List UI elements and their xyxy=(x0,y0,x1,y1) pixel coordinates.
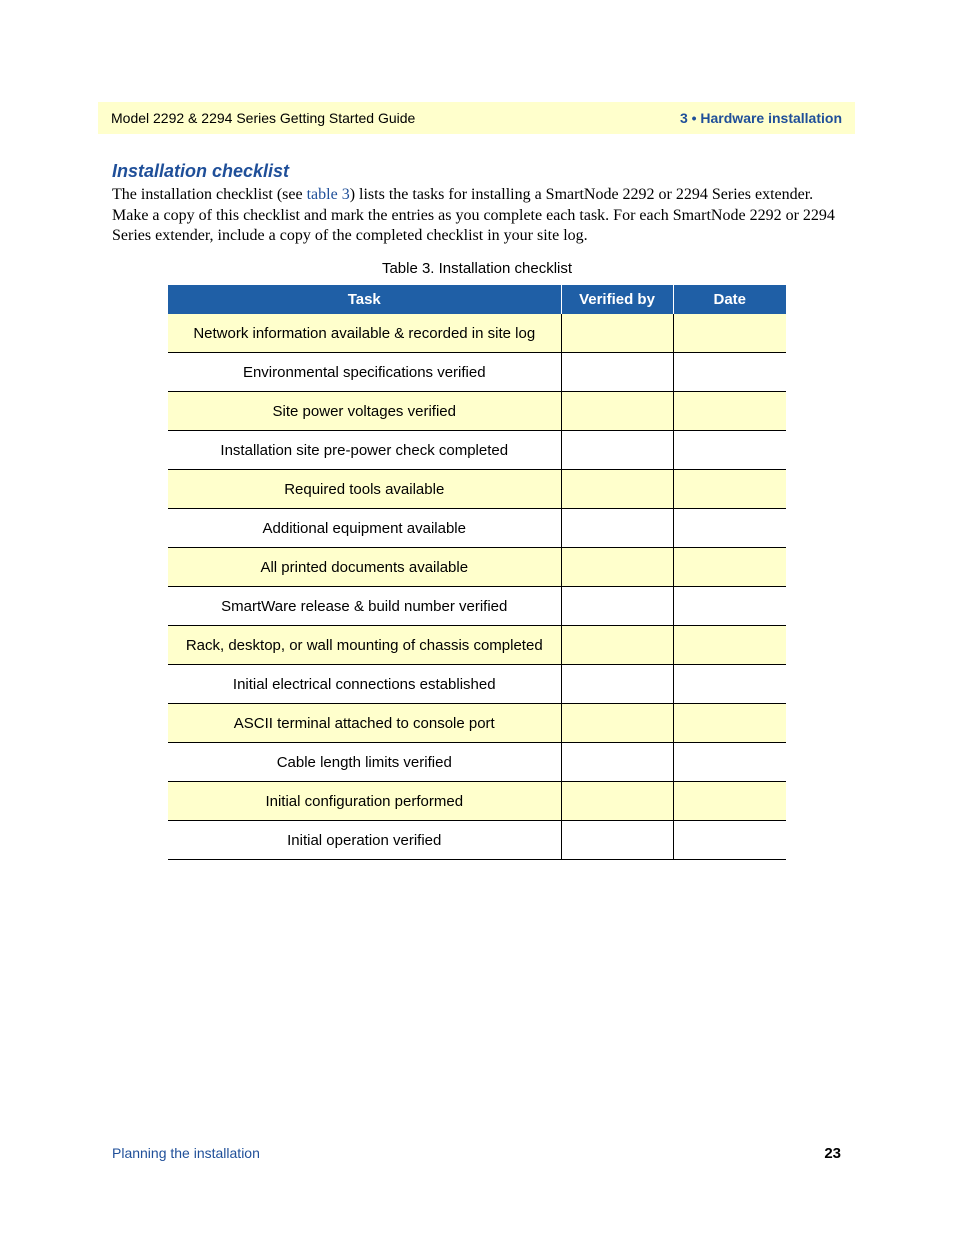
verified-by-cell[interactable] xyxy=(561,509,673,548)
table-row xyxy=(168,509,786,548)
task-cell: Environmental specifications verified xyxy=(168,353,561,392)
table-row xyxy=(168,353,786,392)
table-row xyxy=(168,821,786,860)
table-3-link[interactable]: table 3 xyxy=(306,186,350,203)
date-cell[interactable] xyxy=(673,821,786,860)
verified-by-cell[interactable] xyxy=(561,392,673,431)
date-cell[interactable] xyxy=(673,392,786,431)
task-cell: SmartWare release & build number verified xyxy=(168,587,561,626)
table-row xyxy=(168,431,786,470)
task-cell: Initial operation verified xyxy=(168,821,561,860)
verified-by-cell[interactable] xyxy=(561,587,673,626)
date-cell[interactable] xyxy=(673,470,786,509)
task-cell: Initial electrical connections established xyxy=(168,665,561,704)
date-cell[interactable] xyxy=(673,587,786,626)
table-caption: Table 3. Installation checklist xyxy=(381,260,573,277)
date-cell[interactable] xyxy=(673,314,786,353)
verified-by-cell[interactable] xyxy=(561,821,673,860)
task-cell: Initial configuration performed xyxy=(168,782,561,821)
section-title: Installation checklist xyxy=(112,161,290,181)
verified-by-cell[interactable] xyxy=(561,314,673,353)
date-cell[interactable] xyxy=(673,509,786,548)
table-row xyxy=(168,548,786,587)
document-title: Model 2292 & 2294 Series Getting Started Guide xyxy=(111,110,416,126)
task-cell: Installation site pre-power check completed xyxy=(168,431,561,470)
task-cell: Required tools available xyxy=(168,470,561,509)
task-cell: Network information available & recorded in site log xyxy=(168,314,561,353)
date-cell[interactable] xyxy=(673,626,786,665)
column-header-verified-by: Verified by xyxy=(561,285,673,314)
verified-by-cell[interactable] xyxy=(561,665,673,704)
date-cell[interactable] xyxy=(673,548,786,587)
column-header-task: Task xyxy=(168,285,561,314)
table-row xyxy=(168,587,786,626)
task-cell: Additional equipment available xyxy=(168,509,561,548)
verified-by-cell[interactable] xyxy=(561,626,673,665)
running-header xyxy=(98,102,855,134)
verified-by-cell[interactable] xyxy=(561,431,673,470)
date-cell[interactable] xyxy=(673,353,786,392)
table-row xyxy=(168,665,786,704)
table-row xyxy=(168,704,786,743)
table-row xyxy=(168,392,786,431)
table-header-row xyxy=(168,285,786,314)
column-header-date: Date xyxy=(673,285,786,314)
task-cell: Site power voltages verified xyxy=(168,392,561,431)
task-cell: All printed documents available xyxy=(168,548,561,587)
date-cell[interactable] xyxy=(673,431,786,470)
verified-by-cell[interactable] xyxy=(561,782,673,821)
table-row xyxy=(168,314,786,353)
date-cell[interactable] xyxy=(673,665,786,704)
verified-by-cell[interactable] xyxy=(561,470,673,509)
table-row xyxy=(168,470,786,509)
verified-by-cell[interactable] xyxy=(561,743,673,782)
footer-section-name: Planning the installation xyxy=(112,1145,260,1161)
verified-by-cell[interactable] xyxy=(561,704,673,743)
task-cell: ASCII terminal attached to console port xyxy=(168,704,561,743)
intro-text-start: The installation checklist (see xyxy=(112,186,307,203)
task-cell: Cable length limits verified xyxy=(168,743,561,782)
date-cell[interactable] xyxy=(673,743,786,782)
date-cell[interactable] xyxy=(673,782,786,821)
table-row xyxy=(168,626,786,665)
task-cell: Rack, desktop, or wall mounting of chassis completed xyxy=(168,626,561,665)
verified-by-cell[interactable] xyxy=(561,353,673,392)
verified-by-cell[interactable] xyxy=(561,548,673,587)
intro-text-end: ) lists the tasks for installing a SmartNode 2292 or 2294 Series extender. Make a copy of this checklist and mark the entries as you complete each task. For each SmartNode 2292 or 2294 Series extender, include a copy of the completed checklist in your site log. xyxy=(112,186,835,244)
installation-checklist-table xyxy=(168,285,786,860)
intro-paragraph xyxy=(112,185,840,247)
table-row xyxy=(168,782,786,821)
chapter-title: 3 • Hardware installation xyxy=(679,110,842,126)
date-cell[interactable] xyxy=(673,704,786,743)
table-row xyxy=(168,743,786,782)
page-number: 23 xyxy=(824,1145,841,1162)
